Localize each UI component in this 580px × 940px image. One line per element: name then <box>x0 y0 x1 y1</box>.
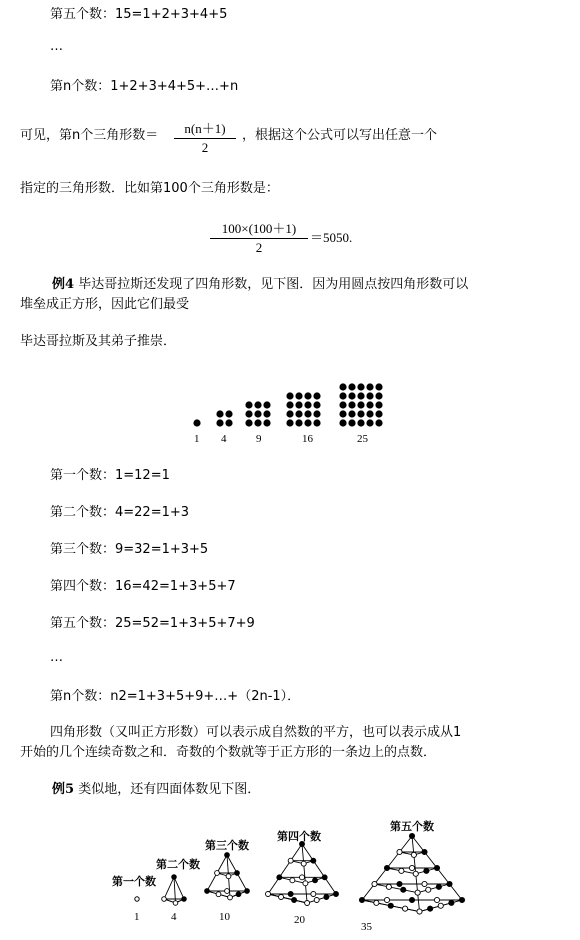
square-dot <box>304 419 311 426</box>
tetra-dot <box>300 875 305 880</box>
tetra-point <box>135 897 139 901</box>
tetra-dot <box>288 858 293 863</box>
tetra-dot <box>397 849 402 854</box>
formula-continuation: ，根据这个公式可以写出任意一个 <box>242 128 438 143</box>
square-dot <box>225 419 232 426</box>
tetra-dot <box>182 897 187 902</box>
square-label-4: 4 <box>221 433 227 445</box>
square-dot <box>339 419 346 426</box>
tetra-dot <box>292 898 297 903</box>
tetra-dot <box>305 901 310 906</box>
tetra-value-35: 35 <box>361 921 372 933</box>
square-dot <box>245 419 252 426</box>
tetra-dot <box>372 881 377 886</box>
tetra-dot <box>428 906 433 911</box>
square-dot <box>339 401 346 408</box>
example5-line <box>52 781 260 799</box>
square-dot <box>348 392 355 399</box>
tetra-dot <box>288 892 293 897</box>
square-dot <box>375 401 382 408</box>
square-paragraph-1: 四角形数（又叫正方形数）可以表示成自然数的平方，也可以表示成从1 <box>50 725 462 740</box>
tetra-dot <box>301 861 306 866</box>
square-dot <box>254 410 261 417</box>
tetra-dot <box>226 874 231 879</box>
tetra-dot <box>424 868 429 873</box>
square-dot <box>313 401 320 408</box>
tetra-edge <box>302 844 336 894</box>
square-dot <box>286 419 293 426</box>
tetra-dot <box>426 887 431 892</box>
tetra-dot <box>438 903 443 908</box>
square-dot <box>286 401 293 408</box>
tetra-layer-edge <box>375 884 418 893</box>
square-dot <box>366 392 373 399</box>
square-line-5: 第五个数：25=52=1+3+5+7+9 <box>50 616 255 631</box>
square-dot <box>348 410 355 417</box>
example-numerator: 100×(100＋1) <box>221 221 297 236</box>
square-dot <box>295 392 302 399</box>
square-dot <box>313 410 320 417</box>
tetra-dot <box>384 865 389 870</box>
tetra-dot <box>173 901 178 906</box>
tetra-dot <box>172 875 177 880</box>
square-label-25: 25 <box>357 433 368 445</box>
tetra-dot <box>205 889 210 894</box>
formula-intro: 可见，第n个三角形数＝ <box>20 128 159 143</box>
tetra-value-1: 1 <box>134 911 140 923</box>
tetra-dot <box>277 875 282 880</box>
tetra-dot <box>225 853 230 858</box>
square-dot <box>263 410 270 417</box>
square-dot <box>225 410 232 417</box>
tetra-dot <box>162 897 167 902</box>
tetra-title-5: 第五个数 <box>390 820 434 833</box>
square-dot <box>263 401 270 408</box>
tetra-dot <box>447 881 452 886</box>
square-label-9: 9 <box>256 433 262 445</box>
ellipsis: … <box>50 650 63 665</box>
square-dot <box>339 392 346 399</box>
square-line-n: 第n个数：n2=1+3+5+9+…+（2n-1）． <box>50 689 301 704</box>
tetra-value-4: 4 <box>171 911 177 923</box>
square-dot <box>313 419 320 426</box>
square-dot <box>348 419 355 426</box>
tetra-edge <box>268 844 302 894</box>
tetra-value-10: 10 <box>219 911 230 923</box>
tetra-dot <box>386 884 391 889</box>
triangle-line-n: 第n个数：1+2+3+4+5+…+n <box>50 79 239 94</box>
tetra-dot <box>216 892 221 897</box>
square-dot <box>254 419 261 426</box>
tetra-dot <box>235 871 240 876</box>
tetra-dot <box>417 909 422 914</box>
ellipsis: … <box>50 39 63 54</box>
tetra-title-1: 第一个数 <box>112 875 156 888</box>
tetra-title-4: 第四个数 <box>277 830 321 843</box>
example-result: ＝5050. <box>310 230 353 245</box>
tetra-dot <box>311 892 316 897</box>
tetra-dot <box>388 903 393 908</box>
tetra-dot <box>279 895 284 900</box>
tetra-dot <box>324 895 329 900</box>
square-dot <box>348 383 355 390</box>
tetra-dot <box>409 865 414 870</box>
tetra-dot <box>322 875 327 880</box>
tetra-dot <box>374 900 379 905</box>
tetra-dot <box>459 897 464 902</box>
square-dot <box>304 401 311 408</box>
tetra-dot <box>434 897 439 902</box>
triangle-line-5: 第五个数：15=1+2+3+4+5 <box>50 7 228 22</box>
square-dot <box>295 419 302 426</box>
square-dot <box>366 410 373 417</box>
tetra-dot <box>334 892 339 897</box>
formula-numerator: n(n＋1) <box>184 121 226 136</box>
tetra-dot <box>411 852 416 857</box>
tetra-dot <box>245 889 250 894</box>
square-dot <box>339 410 346 417</box>
square-dot <box>357 401 364 408</box>
square-line-4: 第四个数：16=42=1+3+5+7 <box>50 579 236 594</box>
example4-text1: 毕达哥拉斯还发现了四角形数，见下图．因为用圆点按四角形数可以 <box>78 277 469 292</box>
square-dot <box>263 419 270 426</box>
tetra-layer-edge <box>268 894 307 903</box>
tetra-dot <box>228 895 233 900</box>
tetra-dot <box>434 865 439 870</box>
square-dot <box>193 419 200 426</box>
square-label-1: 1 <box>194 433 200 445</box>
example4-text2: 堆垒成正方形，因此它们最受 <box>20 297 190 312</box>
square-dot <box>304 392 311 399</box>
square-dot <box>295 410 302 417</box>
square-dot <box>313 392 320 399</box>
square-dot-grids <box>193 383 382 426</box>
tetra-dot <box>413 871 418 876</box>
tetra-dot <box>215 871 220 876</box>
tetra-dot <box>290 878 295 883</box>
square-label-16: 16 <box>302 433 313 445</box>
formula-denominator: 2 <box>201 140 209 155</box>
tetra-dot <box>225 889 230 894</box>
tetra-dot <box>436 884 441 889</box>
tetra-dot <box>422 881 427 886</box>
square-dot <box>366 419 373 426</box>
square-dot <box>357 383 364 390</box>
tetra-dot <box>449 900 454 905</box>
square-paragraph-2: 开始的几个连续奇数之和．奇数的个数就等于正方形的一条边上的点数． <box>20 745 437 760</box>
tetrahedral-numbers-figure <box>135 833 465 914</box>
tetra-dot <box>359 897 364 902</box>
square-dot <box>375 383 382 390</box>
tetra-dot <box>399 868 404 873</box>
square-dot <box>366 383 373 390</box>
square-dot <box>216 410 223 417</box>
square-dot <box>357 419 364 426</box>
square-dot <box>375 392 382 399</box>
specified-text: 指定的三角形数．比如第100个三角形数是： <box>20 181 279 196</box>
example4-text3: 毕达哥拉斯及其弟子推崇． <box>20 334 177 349</box>
tetra-title-2: 第二个数 <box>156 858 200 871</box>
square-dot <box>357 410 364 417</box>
tetra-dot <box>314 898 319 903</box>
tetra-dot <box>397 881 402 886</box>
square-line-3: 第三个数：9=32=1+3+5 <box>50 542 209 557</box>
tetra-dot <box>313 878 318 883</box>
tetra-dot <box>409 833 414 838</box>
square-dot <box>375 419 382 426</box>
example5-tag: 例5 <box>52 782 75 797</box>
tetra-edge <box>164 877 174 899</box>
tetra-dot <box>236 892 241 897</box>
tetra-dot <box>409 897 414 902</box>
square-dot <box>286 392 293 399</box>
square-dot <box>375 410 382 417</box>
example5-text: 类似地，还有四面体数见下图． <box>78 782 261 797</box>
tetra-dot <box>403 906 408 911</box>
tetra-dot <box>311 858 316 863</box>
square-dot <box>366 401 373 408</box>
square-dot <box>295 401 302 408</box>
tetra-dot <box>303 881 308 886</box>
tetra-value-20: 20 <box>294 914 305 926</box>
square-dot <box>286 410 293 417</box>
square-dot <box>245 401 252 408</box>
square-dot <box>254 401 261 408</box>
square-line-1: 第一个数：1=12=1 <box>50 468 170 483</box>
square-dot <box>339 383 346 390</box>
square-dot <box>357 392 364 399</box>
tetra-title-3: 第三个数 <box>205 839 249 852</box>
square-dot <box>304 410 311 417</box>
tetra-dot <box>384 897 389 902</box>
tetra-dot <box>401 887 406 892</box>
tetra-dot <box>415 890 420 895</box>
square-dot <box>216 419 223 426</box>
example-denominator: 2 <box>255 240 263 255</box>
square-dot <box>348 401 355 408</box>
square-line-2: 第二个数：4=22=1+3 <box>50 505 190 520</box>
example4-tag: 例4 <box>52 277 75 292</box>
tetra-dot <box>422 849 427 854</box>
tetra-dot <box>266 892 271 897</box>
square-dot <box>245 410 252 417</box>
